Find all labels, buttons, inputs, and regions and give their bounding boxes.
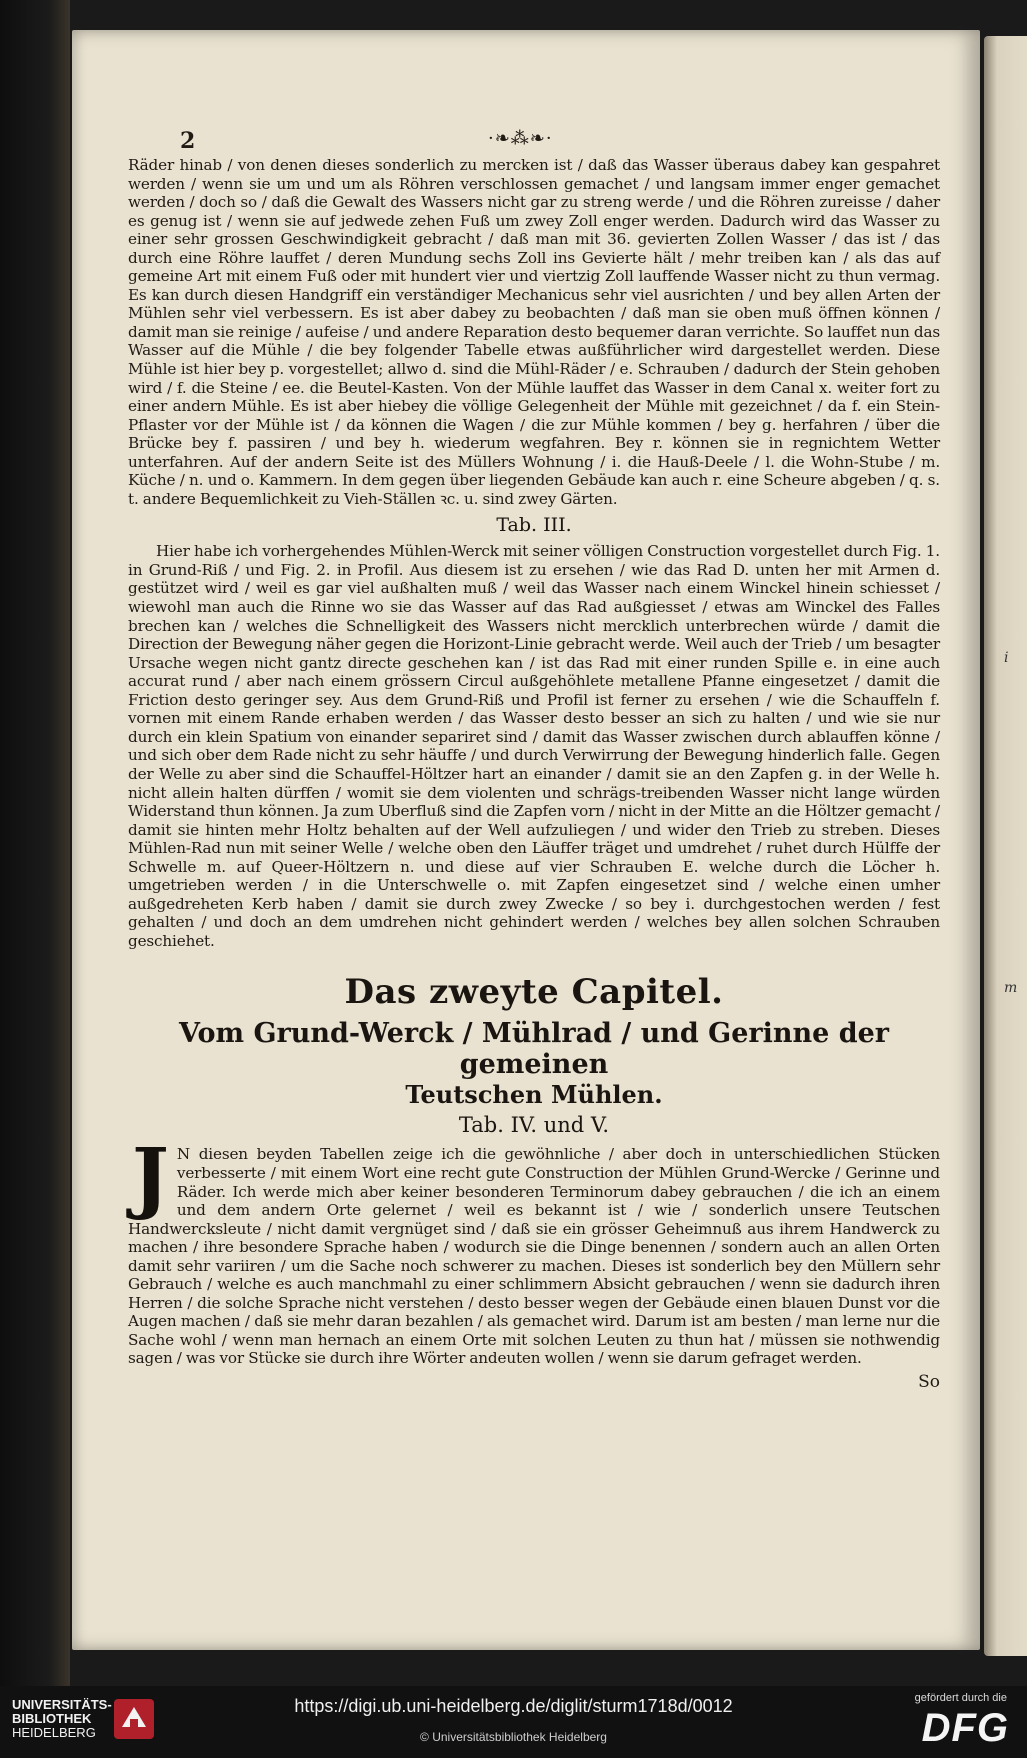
table-reference-4-5: Tab. IV. und V. xyxy=(458,1113,610,1138)
logo-line-1: UNIVERSITÄTS- xyxy=(12,1697,112,1712)
next-page-fragment: i xyxy=(1004,650,1009,666)
table-reference-3: Tab. III. xyxy=(496,514,572,537)
chapter-subtitle-line-1: Vom Grund-Werck / Mühlrad / und Gerinne der gemeinen xyxy=(179,1018,889,1081)
next-page-fragment: m xyxy=(1004,980,1018,996)
header-ornament: ·❧⁂❧· xyxy=(488,128,553,149)
page-text xyxy=(128,128,940,1392)
funding-label: gefördert durch die xyxy=(914,1692,1007,1704)
page-number: 2 xyxy=(180,128,196,154)
logo-line-2: BIBLIOTHEK xyxy=(12,1711,92,1726)
footer-bar xyxy=(0,1686,1027,1758)
drop-cap: J xyxy=(132,1132,169,1224)
catchword: So xyxy=(918,1371,940,1392)
chapter-title: Das zweyte Capitel. xyxy=(344,972,724,1013)
paragraph-1: Räder hinab / von denen dieses sonderlich zu mercken ist / daß das Wasser überaus dabey kan gespahret werden / wenn sie um und um als Röhren verschlossen gemachet / und langsam immer enger gemachet werden / doch so / daß die Gewalt des Wassers nicht gar zu streng werde / und die Röhren zureisse / daher es genug ist / wenn sie auf jedwede zehen Fuß um zwey Zoll enger werden. Dadurch wird das Wasser zu einer sehr grossen Geschwindigkeit gebracht / daß man mit 36. gevierten Zollen Wasser / das ist / das durch eine Röhre lauffet / deren Mundung sechs Zoll ins Gevierte hält / mehr treiben kan / als das auf gemeine Art mit einem Fuß oder mit hundert vier und viertzig Zoll lauffende Wasser nicht zu thun vermag. Es kan durch diesen Handgriff ein verständiger Mechanicus sehr viel ausrichten / und bey allen Arten der Mühlen sehr viel verbessern. Es ist aber dabey zu beobachten / daß man sie oben muß öffnen können / damit man sie reinige / aufeise / und andere Reparation desto bequemer daran verrichte. So lauffet nun das Wasser auf die Mühle / die bey folgender Tabelle etwas außführlicher wird dargestellet werden. Diese Mühle ist hier bey p. vorgestellet; allwo d. sind die Mühl-Räder / e. Schrauben / dadurch der Stein gehoben wird / f. die Steine / ee. die Beutel-Kasten. Von der Mühle lauffet das Wasser in dem Canal x. weiter fort zu einer andern Mühle. Es ist aber hiebey die völlige Gelegenheit der Mühle mit gezeichnet / da f. ein Stein-Pflaster vor der Mühle ist / da können die Wagen / die zur Mühle kommen / bey g. herfahren / über die Brücke bey f. passiren / und bey h. wiederum wegfahren. Bey r. können sie in regnichtem Wetter unterfahren. Auf der andern Seite ist des Müllers Wohnung / i. die Hauß-Deele / l. die Wohn-Stube / m. Küche / n. und o. Kammern. In dem gegen über liegenden Gebäude kan auch r. eine Scheure abgeben / q. s. t. andere Bequemlichkeit zu Vieh-Ställen ꝛc. u. sind zwey Gärten. xyxy=(128,156,940,508)
paragraph-2: Hier habe ich vorhergehendes Mühlen-Werck mit seiner völligen Construction vorgestellet durch Fig. 1. in Grund-Riß / und Fig. 2. in Profil. Aus diesem ist zu ersehen / wie das Rad D. unten her mit Armen d. gestützet wird / weil es gar viel außhalten muß / weil das Wasser nach einem Winckel hinein schiesset / wiewohl man auch die Rinne wo sie das Wasser auf das Rad außgiesset / etwas am Winckel des Falles brechen kan / welches die Schnelligkeit des Wassers nicht mercklich unterbrechen würde / damit die Direction der Bewegung näher gegen die Horizont-Linie gebracht werde. Weil auch der Trieb / um besagter Ursache wegen nicht gantz directe geschehen kan / ist das Rad mit einer runden Spille e. in eine auch accurat rund / aber nach einem grössern Circul außgehöhlete metallene Pfanne eingesetzet / damit die Friction desto geringer sey. Aus dem Grund-Riß und Profil ist ferner zu ersehen / wie die Schauffeln f. vornen mit einem Rande erhaben werden / das Wasser desto besser an sich zu halten / und wie sie nur durch ein klein Spatium von einander separiret sind / damit das Wasser zwischen durch ablauffen könne / und sich ober dem Rade nicht zu sehr häuffe / und durch Verwirrung der Bewegung hinderlich falle. Gegen der Welle zu aber sind die Schauffel-Höltzer hart an einander / damit sie an den Zapfen g. in der Welle h. nicht allein halten dürffen / womit sie dem violenten und schrägs-treibenden Wasser nicht lange würden Widerstand thun können. Ja zum Uberfluß sind die Zapfen vorn / nicht in der Mitte an die Höltzer gemacht / damit sie hinten mehr Holtz behalten auf der Well aufzuliegen / und wider den Trieb zu streben. Dieses Mühlen-Rad nun mit seiner Welle / welche oben den Läuffer träget und umdrehet / ruhet durch Hülffe der Schwelle m. auf Queer-Höltzern n. und diese auf vier Schrauben E. welche durch die Löcher h. umgetrieben werden / in die Unterschwelle o. mit Zapfen eingesetzet sind / welche einen umher außgedreheten Kerb haben / damit sie durch zwey Zwecke / so bey i. durchgestochen werden / fest gehalten / und doch an dem umdrehen nicht gehindert werden / welches bey allen solchen Schrauben geschiehet. xyxy=(128,542,940,950)
next-page-edge xyxy=(984,36,1027,1656)
page-binding-edge xyxy=(0,0,70,1686)
page-header xyxy=(128,128,940,152)
logo-line-3: HEIDELBERG xyxy=(12,1725,96,1740)
paragraph-3: N diesen beyden Tabellen zeige ich die gewöhnliche / aber doch in unterschiedlichen Stücken verbesserte / mit einem Wort eine recht gute Construction der Mühlen Grund-Wercke / Gerinne und Räder. Ich werde mich aber keiner besonderen Terminorum dabey gebrauchen / die ich an einem und dem andern Orte gelernet / weil es bekannt ist / wie / sonderlich unsere Teutschen Handwercksleute / nicht damit vergnüget sind / daß sie ein grösser Geheimnuß aus ihrem Handwerck zu machen / ihre besondere Sprache haben / wodurch sie die Dinge benennen / sondern auch an allen Orten damit sehr variiren / um die Sache noch schwerer zu machen. Dieses ist sonderlich bey den Müllern sehr Gebrauch / welche es auch manchmahl zu einer schlimmern Absicht gebrauchen / wenn sie dadurch ihren Herren / die solche Sprache nicht verstehen / desto besser wegen der Gebäude einen blauen Dunst vor die Augen machen / daß sie mehr daran bezahlen / als gemachet wird. Darum ist am besten / man lerne nur die Sache wohl / wenn man hernach an einem Orte mit solchen Leuten zu thun hat / müssen sie nothwendig sagen / was vor Stücke sie durch ihre Wörter andeuten wollen / wenn sie darum gefraget werden. xyxy=(128,1145,940,1368)
chapter-subtitle-line-2: Teutschen Mühlen. xyxy=(405,1080,663,1110)
copyright-notice: © Universitätsbibliothek Heidelberg xyxy=(420,1730,607,1744)
dfg-logo[interactable]: DFG xyxy=(921,1706,1009,1750)
paragraph-3-wrapper xyxy=(128,1132,940,1368)
page-url[interactable]: https://digi.ub.uni-heidelberg.de/diglit/sturm1718d/0012 xyxy=(294,1696,733,1716)
